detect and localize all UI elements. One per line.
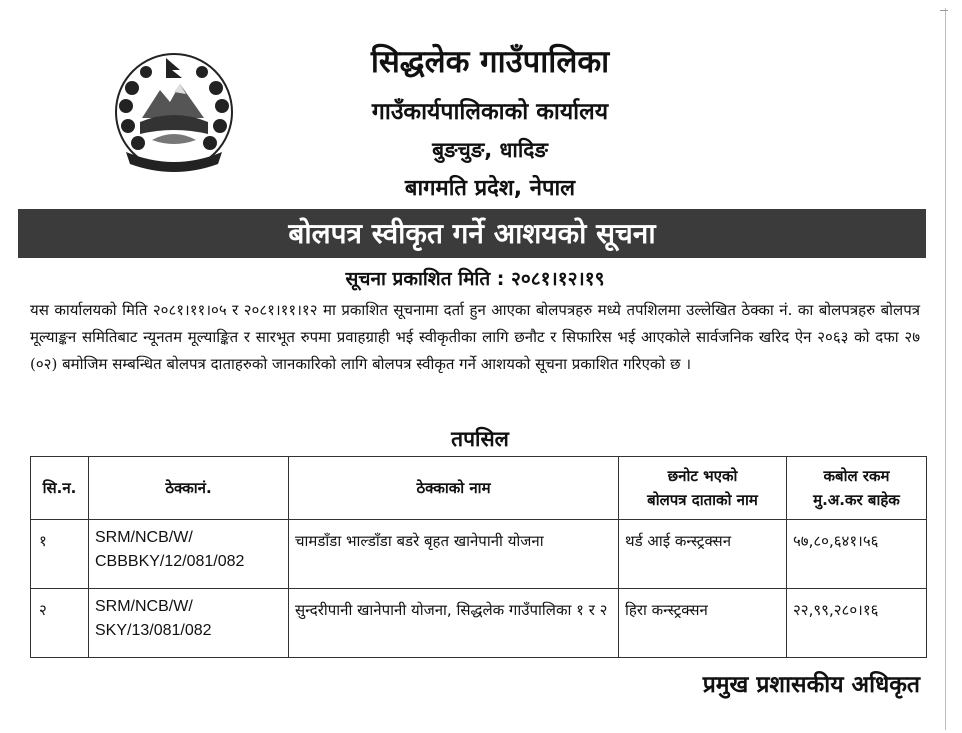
cell-contract-no-line1: SRM/NCB/W/ [95,598,193,615]
cell-contract-no-line2: SKY/13/081/082 [95,622,212,639]
cell-contract-no [89,589,289,658]
header-selected-bidder-line2: बोलपत्र दाताको नाम [647,491,758,509]
cell-bid-amount: २२,९९,२८०।१६ [787,589,927,658]
cell-contract-no [89,520,289,589]
signatory-title: प्रमुख प्रशासकीय अधिकृत [702,672,920,698]
notice-body-paragraph: यस कार्यालयको मिति २०८१।११।०५ र २०८१।११।१२ मा प्रकाशित सूचनामा दर्ता हुन आएका बोलपत्रहरु मध्ये तपशिलमा उल्लेखित ठेक्का नं. का बोलपत्रहरु बोलपत्र मूल्याङ्कन समितिबाट न्यूनतम मूल्याङ्कित र सारभूत रुपमा प्रवाहग्राही भई स्वीकृतीका लागि छनौट र सिफारिस भई आएकोले सार्वजनिक खरिद ऐन २०६३ को दफा २७ (०२) बमोजिम सम्बन्धित बोलपत्र दाताहरुको जानकारिको लागि बोलपत्र स्वीकृत गर्ने आशयको सूचना प्रकाशित गरिएको छ । [30,301,920,373]
header-contract-no: ठेक्कानं. [89,457,289,520]
office-name: गाउँकार्यपालिकाको कार्यालय [371,99,609,125]
header-selected-bidder-line1: छनोट भएको [667,467,738,485]
cell-contract-name: सुन्दरीपानी खानेपानी योजना, सिद्धलेक गाउँपालिका १ र २ [289,589,619,658]
header-bid-amount-line1: कबोल रकम [823,467,890,485]
table-header-row [31,457,927,520]
table-row [31,520,927,589]
page-edge-line [945,8,946,730]
table-row [31,589,927,658]
municipality-name: सिद्धलेक गाउँपालिका [370,44,610,80]
header-bid-amount [787,457,927,520]
cell-contract-no-line2: CBBBKY/12/081/082 [95,553,245,570]
cell-bidder-name: थर्ड आई कन्स्ट्रक्सन [619,520,787,589]
cell-bid-amount: ५७,८०,६४१।५६ [787,520,927,589]
cell-bidder-name: हिरा कन्स्ट्रक्सन [619,589,787,658]
publication-date: सूचना प्रकाशित मिति : २०८१।१२।१९ [345,268,605,290]
header-bid-amount-line2: मु.अ.कर बाहेक [813,491,900,509]
page-edge-mark [940,10,948,11]
svg-text:~~~~~: ~~~~~ [161,158,187,165]
header-selected-bidder [619,457,787,520]
province-country: बागमति प्रदेश, नेपाल [404,176,576,201]
details-heading: तपसिल [451,427,509,451]
cell-serial-no: २ [31,589,89,658]
office-location: बुङचुङ, धादिङ [432,138,548,162]
cell-contract-no-line1: SRM/NCB/W/ [95,529,193,546]
bid-details-table [30,456,927,658]
cell-serial-no: १ [31,520,89,589]
notice-title-banner: बोलपत्र स्वीकृत गर्ने आशयको सूचना [18,209,926,258]
government-emblem-icon [108,48,240,174]
header-contract-name: ठेक्काको नाम [289,457,619,520]
cell-contract-name: चामडाँडा भाल्डाँडा बडरे बृहत खानेपानी योजना [289,520,619,589]
header-serial-no: सि.न. [31,457,89,520]
